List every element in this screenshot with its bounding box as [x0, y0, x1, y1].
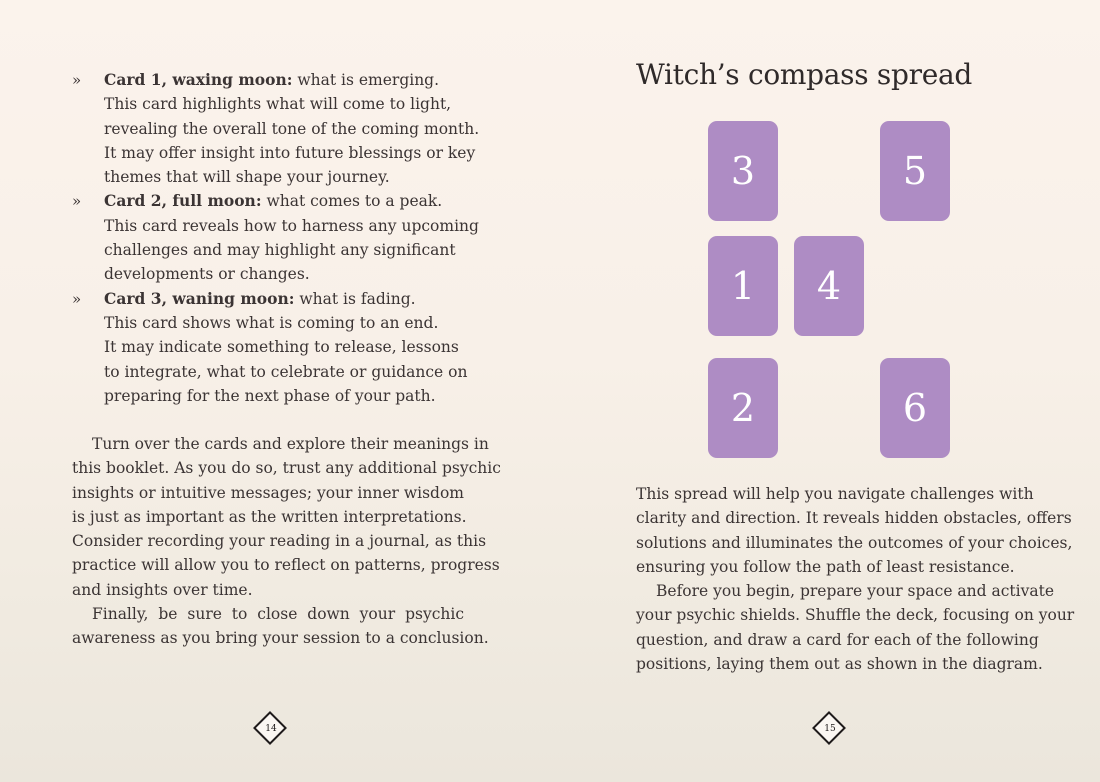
paragraph-line: practice will allow you to reflect on patterns, progress [72, 556, 500, 575]
bullet-text: themes that will shape your journey. [104, 168, 390, 187]
bullet-text: developments or changes. [104, 265, 310, 284]
paragraph-line: This spread will help you navigate challenges with [636, 485, 1034, 503]
bullet-text: what is emerging. [292, 71, 440, 89]
right-page [550, 0, 1100, 782]
paragraph-line: insights or intuitive messages; your inner wisdom [72, 483, 464, 502]
bullet-marker-icon: » [72, 71, 82, 89]
paragraph-line: Before you begin, prepare your space and activate [656, 582, 1055, 600]
paragraph-line: and insights over time. [72, 580, 253, 599]
page-number-14 [252, 710, 290, 748]
page-number-label: 14 [265, 724, 277, 734]
page-number-15 [811, 710, 849, 748]
tarot-card-position: 5 [880, 121, 950, 221]
paragraph-line: awareness as you bring your session to a conclusion. [72, 629, 489, 648]
bullet-text: It may offer insight into future blessings or key [104, 143, 476, 162]
paragraph-line: Finally, be sure to close down your psychic [92, 605, 464, 623]
bullet-first-line [104, 287, 472, 311]
page-title: Witch’s compass spread [636, 58, 972, 91]
tarot-card-position: 3 [708, 121, 778, 221]
card-position-list [72, 68, 480, 408]
paragraph-line: solutions and illuminates the outcomes of your choices, [636, 533, 1073, 552]
paragraph-line: clarity and direction. It reveals hidden obstacles, offers [636, 509, 1072, 528]
bullet-text: preparing for the next phase of your path. [104, 386, 436, 405]
body-paragraph-1 [72, 432, 501, 602]
bullet-text: It may indicate something to release, lessons [104, 338, 459, 357]
bullet-text: This card reveals how to harness any upcoming [104, 216, 479, 235]
bullet-first-line [104, 189, 472, 213]
body-paragraph-1 [636, 482, 1073, 579]
paragraph-line: this booklet. As you do so, trust any additional psychic [72, 459, 501, 478]
bullet-text: challenges and may highlight any significant [104, 241, 456, 260]
paragraph-line: Consider recording your reading in a journal, as this [72, 532, 487, 551]
tarot-card-position: 2 [708, 358, 778, 458]
paragraph-line: positions, laying them out as shown in the diagram. [636, 654, 1043, 673]
paragraph-line: Turn over the cards and explore their meanings in [92, 435, 489, 453]
bullet-text: what comes to a peak. [261, 192, 443, 211]
bullet-text: what is fading. [294, 289, 416, 308]
bullet-heading: Card 3, waning moon: [104, 288, 295, 308]
page-number-label: 15 [824, 724, 836, 734]
bullet-text: This card shows what is coming to an end. [104, 313, 439, 332]
tarot-card-position: 1 [708, 236, 778, 336]
tarot-card-position: 4 [794, 236, 864, 336]
bullet-text: revealing the overall tone of the coming month. [104, 119, 480, 138]
list-item-card-2 [72, 189, 479, 286]
bullet-marker-icon: » [72, 192, 82, 211]
paragraph-line: your psychic shields. Shuffle the deck, focusing on your [636, 606, 1075, 625]
paragraph-line: ensuring you follow the path of least resistance. [636, 557, 1015, 576]
bullet-text: to integrate, what to celebrate or guidance on [104, 362, 468, 381]
paragraph-line: is just as important as the written interpretations. [72, 507, 467, 526]
paragraph-line: question, and draw a card for each of the following [636, 630, 1039, 649]
list-item-card-3 [72, 287, 472, 408]
bullet-text: This card highlights what will come to light, [104, 95, 452, 114]
body-paragraph-2 [636, 579, 1075, 676]
bullet-heading: Card 1, waxing moon: [104, 70, 293, 89]
bullet-marker-icon: » [72, 289, 82, 308]
bullet-heading: Card 2, full moon: [104, 191, 262, 211]
tarot-card-position: 6 [880, 358, 950, 458]
bullet-first-line [104, 68, 472, 92]
list-item-card-1 [72, 68, 480, 189]
body-paragraph-2 [72, 602, 489, 651]
